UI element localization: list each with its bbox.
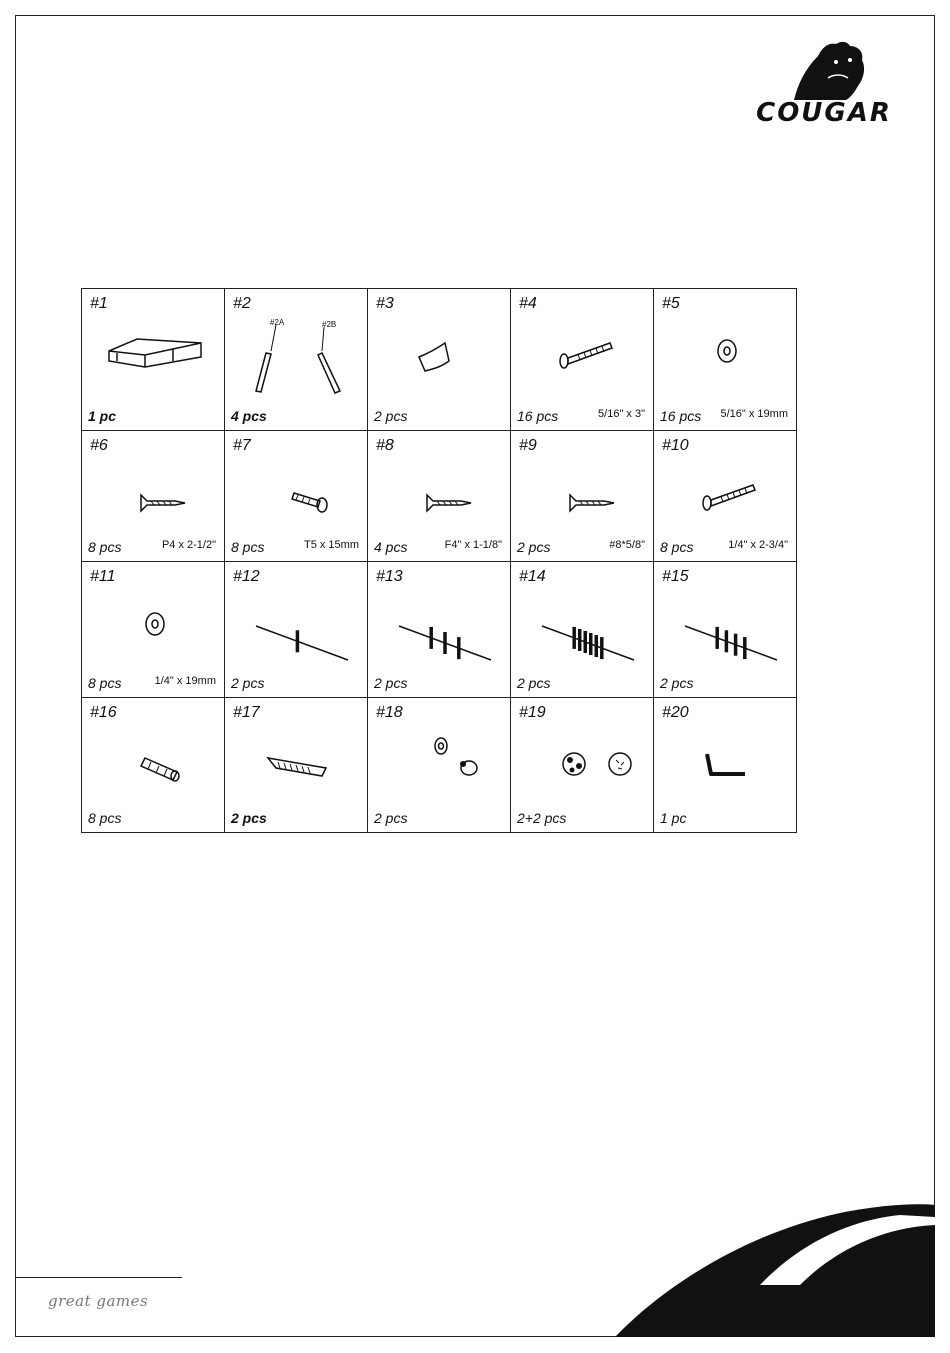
part-cell	[82, 289, 225, 431]
ball-icon	[522, 722, 642, 810]
part-cell	[368, 431, 511, 562]
part-quantity: 2 pcs	[231, 675, 265, 691]
part-number: #13	[376, 568, 403, 585]
part-number: #2	[233, 295, 251, 312]
part-number: #10	[662, 437, 689, 454]
part-number: #6	[90, 437, 108, 454]
part-cell	[82, 431, 225, 562]
sublabel-2a: #2A	[270, 318, 285, 327]
washer-icon	[665, 313, 785, 401]
part-number: #19	[519, 704, 546, 721]
part-quantity: 8 pcs	[88, 675, 122, 691]
spring-clip-icon	[236, 722, 356, 810]
allen-key-icon	[665, 722, 785, 810]
bolt-icon	[522, 313, 642, 401]
part-quantity: 8 pcs	[88, 810, 122, 826]
sublabel-2b: #2B	[322, 320, 337, 329]
part-quantity: 2 pcs	[374, 408, 408, 424]
part-quantity: 2 pcs	[660, 675, 694, 691]
part-spec: 5/16" x 19mm	[720, 408, 788, 420]
part-quantity: 4 pcs	[374, 539, 408, 555]
part-quantity: 2 pcs	[517, 675, 551, 691]
part-quantity: 2 pcs	[517, 539, 551, 555]
part-number: #20	[662, 704, 689, 721]
footer-divider	[15, 1277, 182, 1278]
part-quantity: 2+2 pcs	[517, 810, 567, 826]
part-number: #12	[233, 568, 260, 585]
cougar-head-icon	[738, 38, 910, 100]
rod-icon	[522, 586, 642, 674]
part-cell	[82, 698, 225, 833]
part-number: #5	[662, 295, 680, 312]
bracket-icon	[236, 313, 356, 401]
parts-table	[81, 288, 797, 833]
part-cell	[225, 289, 368, 431]
part-spec: F4" x 1-1/8"	[444, 539, 502, 551]
part-number: #4	[519, 295, 537, 312]
part-cell	[368, 289, 511, 431]
rod-icon	[236, 586, 356, 674]
part-number: #9	[519, 437, 537, 454]
part-quantity: 1 pc	[88, 408, 117, 424]
logo-text: COUGAR	[756, 98, 892, 128]
part-cell	[511, 289, 654, 431]
part-spec: T5 x 15mm	[303, 539, 359, 551]
part-quantity: 16 pcs	[660, 408, 702, 424]
part-quantity: 2 pcs	[231, 810, 267, 826]
part-cell	[654, 698, 797, 833]
part-cell	[511, 431, 654, 562]
part-quantity: 8 pcs	[231, 539, 265, 555]
part-cell	[654, 431, 797, 562]
part-spec: 1/4" x 19mm	[154, 675, 216, 687]
part-quantity: 2 pcs	[374, 810, 408, 826]
part-cell	[82, 562, 225, 698]
part-cell	[225, 562, 368, 698]
part-number: #17	[233, 704, 260, 721]
part-spec: P4 x 2-1/2"	[161, 539, 216, 551]
part-number: #11	[90, 568, 116, 585]
dowel-icon	[93, 722, 213, 810]
wood-screw-icon	[522, 455, 642, 543]
part-number: #7	[233, 437, 251, 454]
part-spec: #8*5/8"	[609, 539, 645, 551]
part-cell	[225, 698, 368, 833]
part-quantity: 8 pcs	[88, 539, 122, 555]
bolt-icon	[665, 455, 785, 543]
footer-tagline: great games	[48, 1292, 149, 1310]
frame-tray-icon	[93, 313, 213, 401]
part-spec: 1/4" x 2-3/4"	[728, 539, 788, 551]
part-cell	[368, 698, 511, 833]
part-cell	[511, 562, 654, 698]
part-quantity: 16 pcs	[517, 408, 559, 424]
part-number: #18	[376, 704, 403, 721]
part-number: #14	[519, 568, 546, 585]
wood-screw-icon	[93, 455, 213, 543]
part-cell	[654, 289, 797, 431]
rod-icon	[379, 586, 499, 674]
part-quantity: 2 pcs	[374, 675, 408, 691]
rod-icon	[665, 586, 785, 674]
part-number: #1	[90, 295, 108, 312]
part-cell	[511, 698, 654, 833]
part-number: #3	[376, 295, 394, 312]
pad-icon	[379, 313, 499, 401]
part-quantity: 1 pc	[660, 810, 687, 826]
swoosh-decoration	[600, 1195, 935, 1337]
part-quantity: 8 pcs	[660, 539, 694, 555]
part-cell	[654, 562, 797, 698]
part-number: #15	[662, 568, 689, 585]
part-cell	[225, 431, 368, 562]
brand-logo	[738, 38, 910, 128]
part-spec: 5/16" x 3"	[598, 408, 645, 420]
part-cell	[368, 562, 511, 698]
part-number: #16	[90, 704, 117, 721]
part-quantity: 4 pcs	[231, 408, 267, 424]
washer-icon	[93, 586, 213, 674]
short-screw-icon	[236, 455, 356, 543]
wood-screw-icon	[379, 455, 499, 543]
part-number: #8	[376, 437, 394, 454]
bumper-icon	[379, 722, 499, 810]
